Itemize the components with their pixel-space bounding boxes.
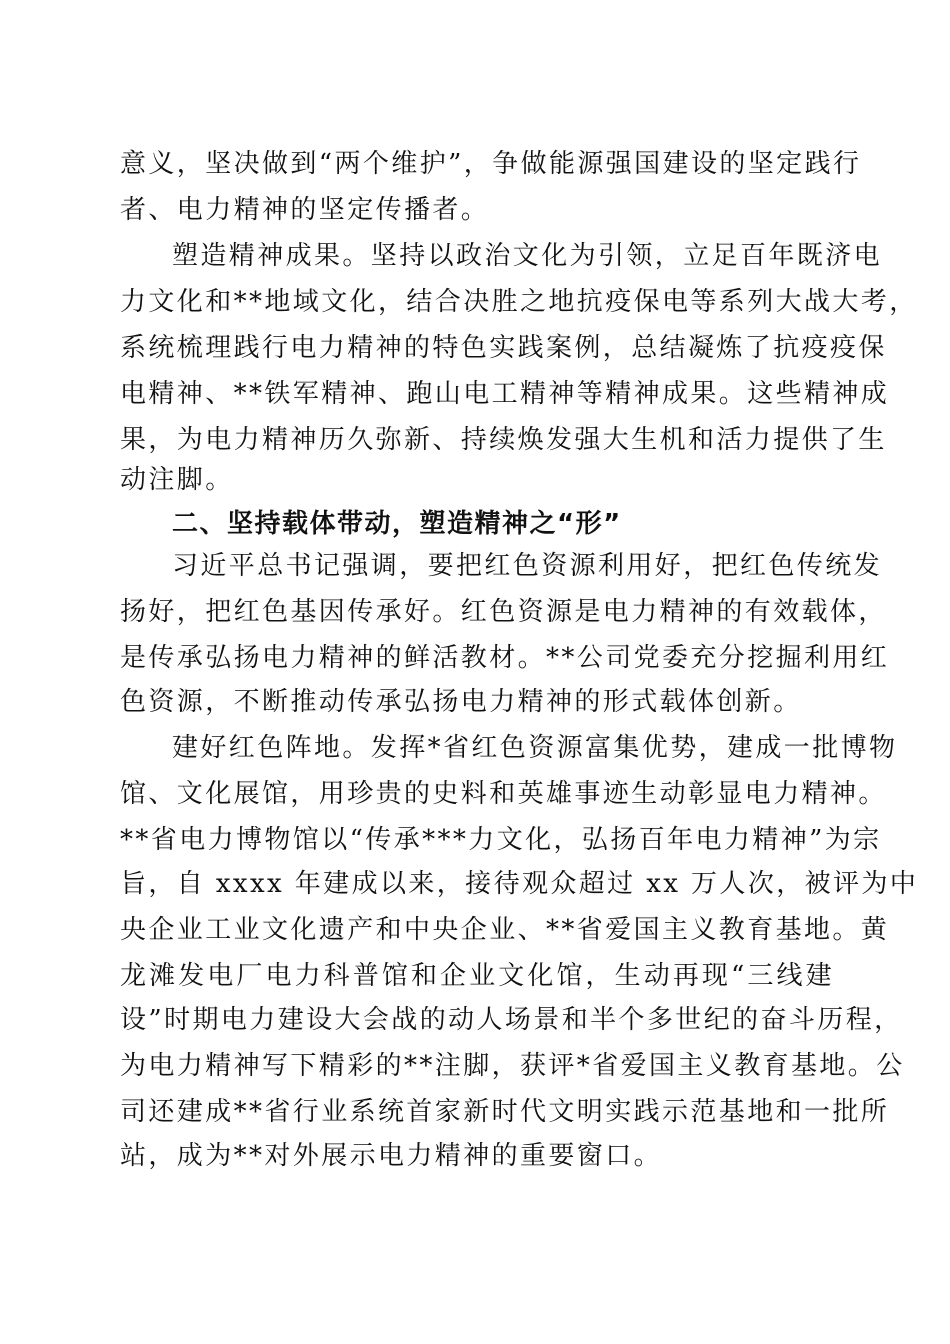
paragraph-line: 龙滩发电厂电力科普馆和企业文化馆，生动再现“三线建: [120, 961, 834, 991]
paragraph-line: **省电力博物馆以“传承***力文化，弘扬百年电力精神”为宗: [120, 825, 882, 855]
paragraph-line: 习近平总书记强调，要把红色资源利用好，把红色传统发: [172, 551, 883, 581]
paragraph-line: 司还建成**省行业系统首家新时代文明实践示范基地和一批所: [120, 1097, 890, 1127]
paragraph-line: 旨，自 xxxx 年建成以来，接待观众超过 xx 万人次，被评为中: [120, 869, 919, 899]
paragraph-line: 设”时期电力建设大会战的动人场景和半个多世纪的奋斗历程，: [120, 1005, 903, 1035]
paragraph-line: 果，为电力精神历久弥新、持续焕发强大生机和活力提供了生: [120, 425, 887, 455]
paragraph-line: 央企业工业文化遗产和中央企业、**省爱国主义教育基地。黄: [120, 915, 890, 945]
paragraph-line: 为电力精神写下精彩的**注脚，获评*省爱国主义教育基地。公: [120, 1051, 905, 1081]
paragraph-line: 力文化和**地域文化，结合决胜之地抗疫保电等系列大战大考，: [120, 287, 918, 317]
paragraph-line: 电精神、**铁军精神、跑山电工精神等精神成果。这些精神成: [120, 379, 890, 409]
paragraph-line: 馆、文化展馆，用珍贵的史料和英雄事迹生动彰显电力精神。: [120, 779, 887, 809]
paragraph-line: 是传承弘扬电力精神的鲜活教材。**公司党委充分挖掘利用红: [120, 643, 890, 673]
paragraph-line: 站，成为**对外展示电力精神的重要窗口。: [120, 1141, 663, 1171]
paragraph-line: 者、电力精神的坚定传播者。: [120, 195, 490, 225]
paragraph-line: 系统梳理践行电力精神的特色实践案例，总结凝炼了抗疫疫保: [120, 333, 887, 363]
section-heading: 二、坚持载体带动，塑造精神之“形”: [172, 509, 622, 539]
paragraph-line: 建好红色阵地。发挥*省红色资源富集优势，建成一批博物: [172, 733, 898, 763]
paragraph-line: 塑造精神成果。坚持以政治文化为引领，立足百年既济电: [172, 241, 883, 271]
paragraph-line: 扬好，把红色基因传承好。红色资源是电力精神的有效载体，: [120, 597, 887, 627]
paragraph-line: 意义，坚决做到“两个维护”，争做能源强国建设的坚定践行: [120, 149, 862, 179]
paragraph-line: 色资源，不断推动传承弘扬电力精神的形式载体创新。: [120, 687, 802, 717]
paragraph-line: 动注脚。: [120, 465, 234, 495]
